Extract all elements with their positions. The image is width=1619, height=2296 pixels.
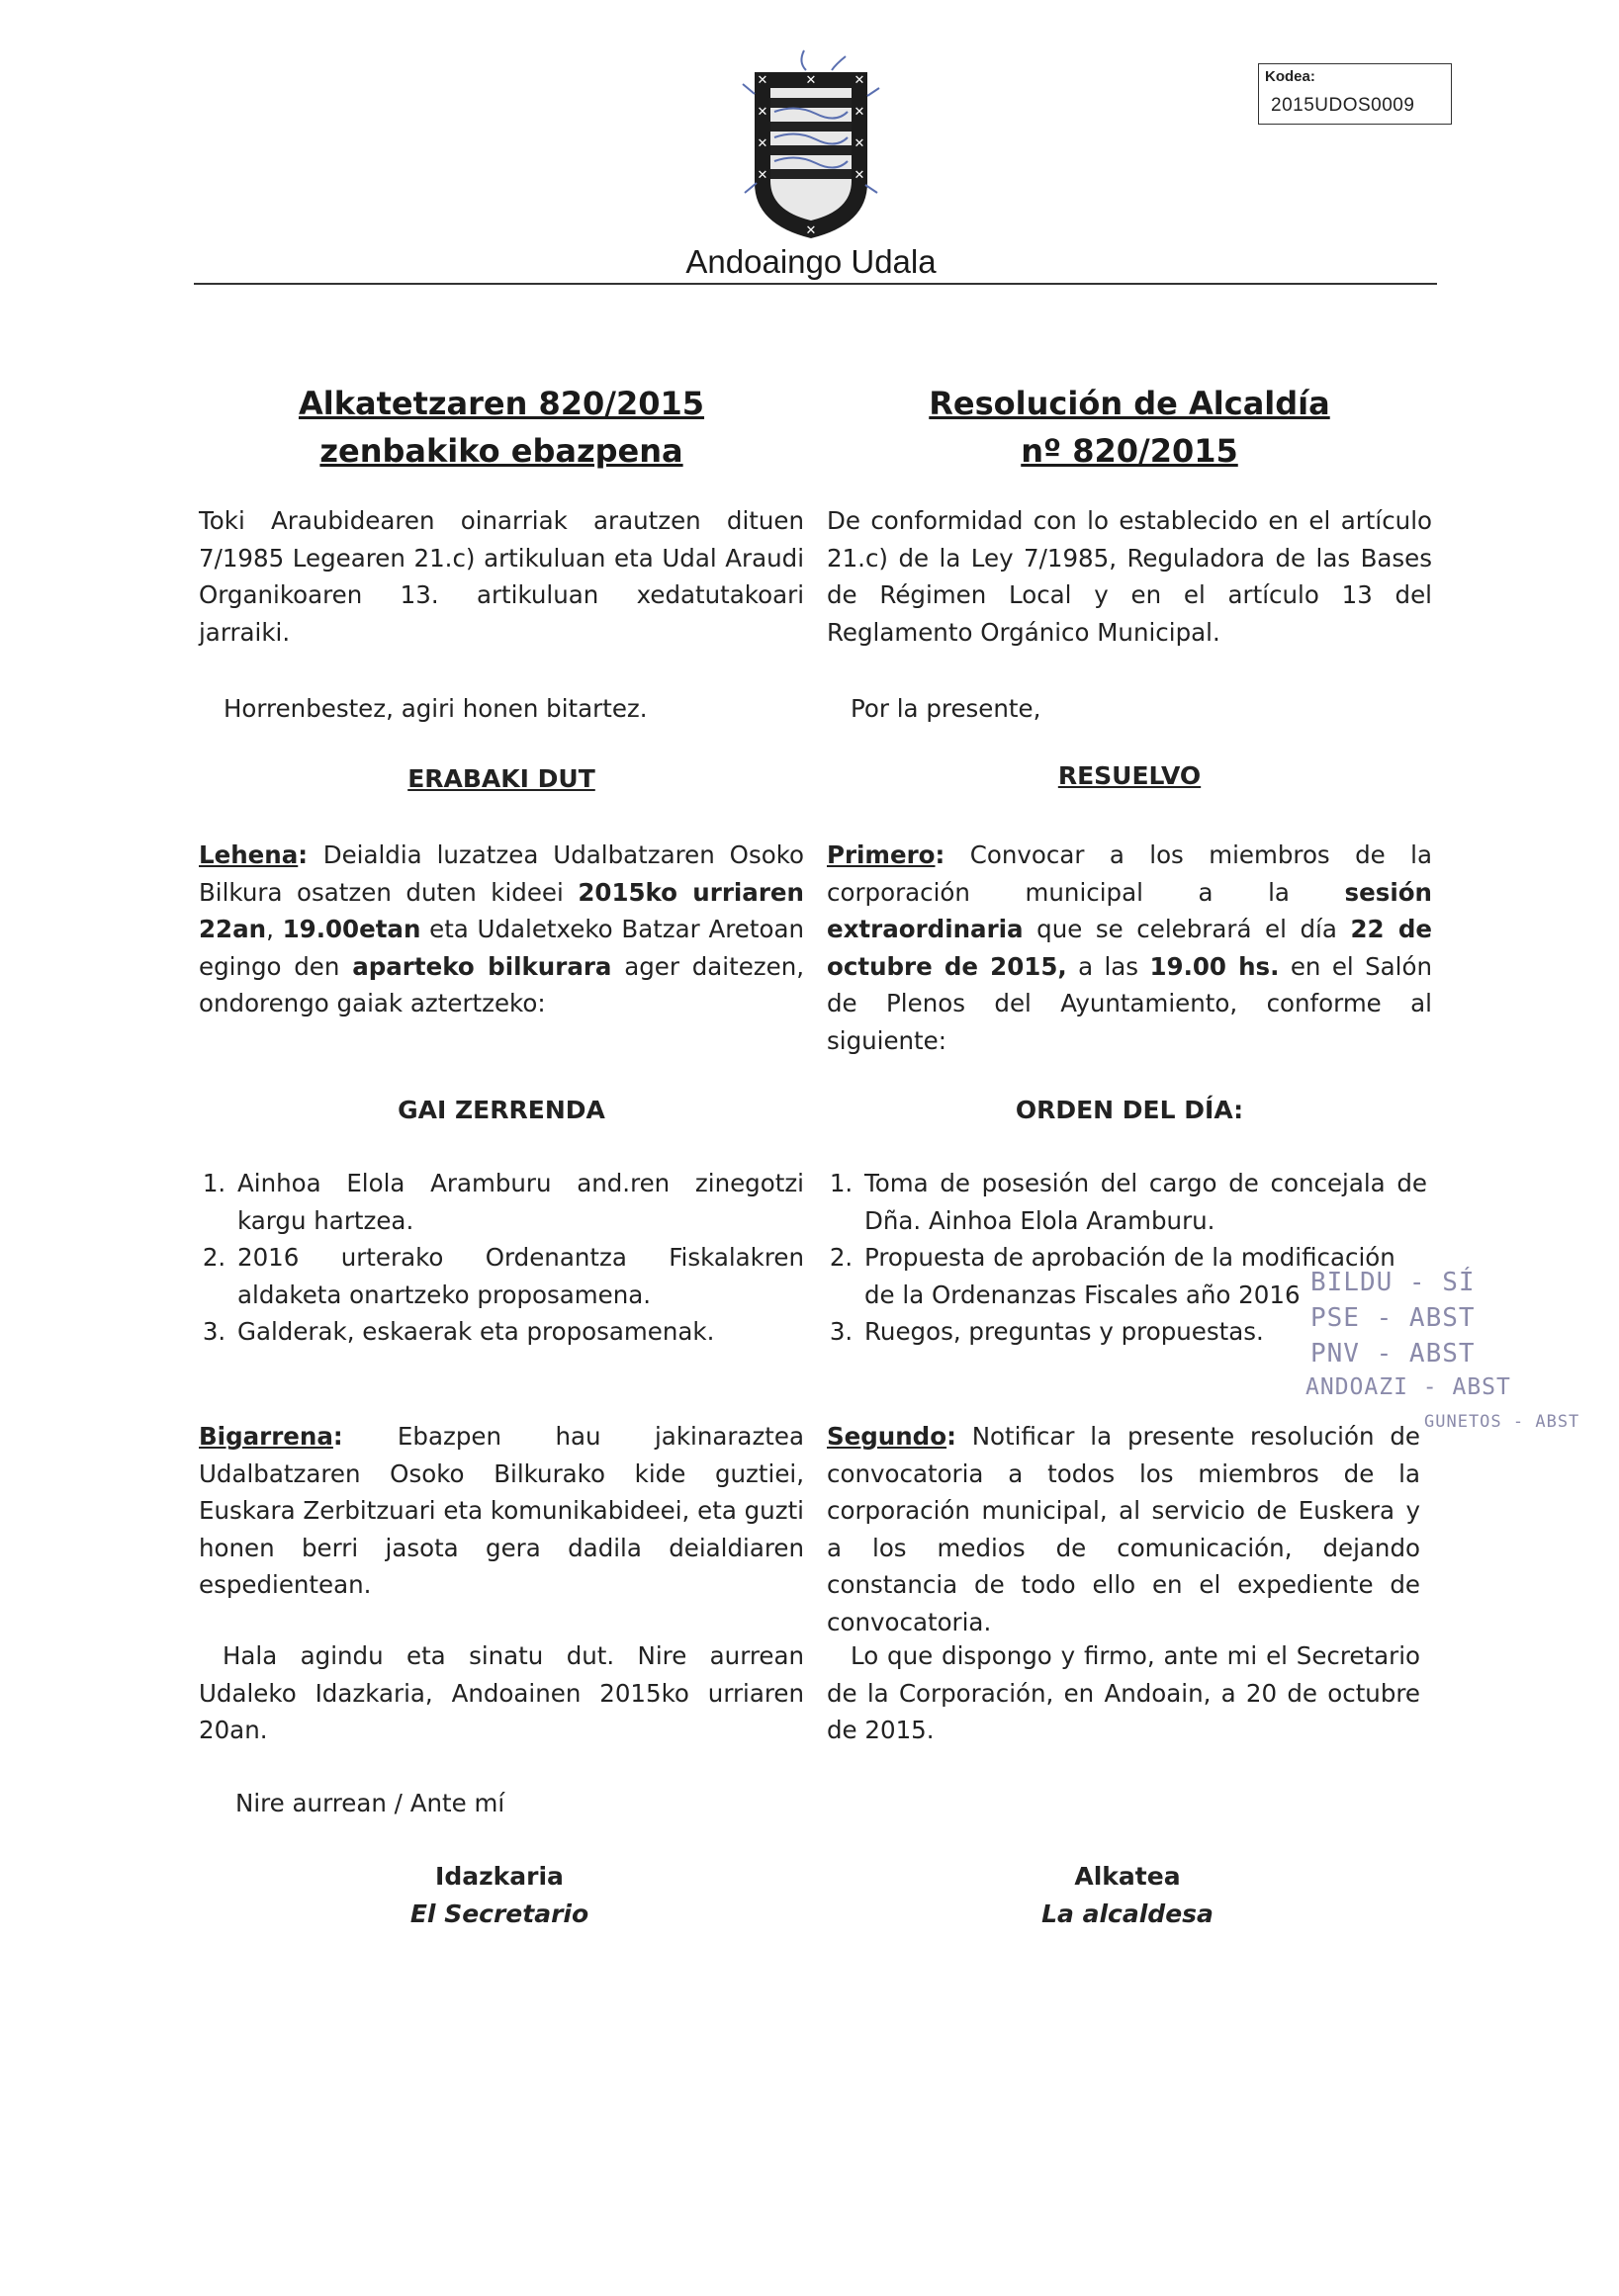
- right-intro: De conformidad con lo establecido en el artículo 21.c) de la Ley 7/1985, Reguladora de las Bases de Régimen Local y en el artículo 13 del Reglamento Orgánico Municipal.: [827, 506, 1432, 647]
- right-decide-heading: RESUELVO: [1057, 761, 1202, 790]
- handwritten-vote-pnv: PNV - ABST: [1310, 1339, 1476, 1369]
- right-presente: Por la presente,: [851, 694, 1041, 723]
- svg-text:✕: ✕: [854, 73, 865, 88]
- left-intro: Toki Araubidearen oinarriak arautzen dituen 7/1985 Legearen 21.c) artikuluan eta Udal Araudi Organikoaren 13. artikuluan xedatutakoari jarraiki.: [199, 506, 804, 647]
- code-value: 2015UDOS0009: [1271, 95, 1415, 116]
- left-first-label: Lehena: [199, 840, 299, 869]
- svg-text:✕: ✕: [805, 73, 817, 88]
- svg-text:✕: ✕: [854, 168, 865, 183]
- handwritten-vote-other: GUNETOS - ABST: [1424, 1412, 1580, 1432]
- mayor-role-es: La alcaldesa: [1041, 1899, 1214, 1928]
- handwritten-vote-pse: PSE - ABST: [1310, 1303, 1476, 1333]
- right-signature-block: [930, 1858, 1325, 1933]
- town-council-name: Andoaingo Udala: [685, 243, 937, 280]
- list-item: 1. Toma de posesión del cargo de concejala de Dña. Ainhoa Elola Aramburu.: [860, 1165, 1427, 1239]
- handwritten-vote-bildu: BILDU - SÍ: [1310, 1268, 1476, 1297]
- secretary-role-es: El Secretario: [409, 1899, 589, 1928]
- left-second-label: Bigarrena: [199, 1422, 333, 1451]
- left-title: [199, 380, 804, 475]
- mayor-role: Alkatea: [1074, 1862, 1181, 1891]
- svg-text:✕: ✕: [805, 223, 817, 238]
- list-item: 2. Propuesta de aprobación de la modificación de la Ordenanzas Fiscales año 2016: [860, 1239, 1427, 1313]
- svg-text:✕: ✕: [757, 168, 768, 183]
- before-me-text: Nire aurrean / Ante mí: [235, 1789, 505, 1817]
- right-second-paragraph: Segundo: Notificar la presente resolución de convocatoria a todos los miembros de la corporación municipal, al servicio de Euskera y a los medios de comunicación, dejando constancia de todo ello en el expediente de convocatoria.: [827, 1422, 1420, 1636]
- svg-text:✕: ✕: [854, 136, 865, 151]
- list-item: 3. Galderak, eskaerak eta proposamenak.: [233, 1313, 804, 1351]
- right-title-line2: nº 820/2015: [1021, 432, 1238, 470]
- svg-text:✕: ✕: [757, 136, 768, 151]
- left-signature-block: [302, 1858, 697, 1933]
- svg-text:✕: ✕: [757, 73, 768, 88]
- document-code-box: [1258, 63, 1452, 125]
- svg-text:✕: ✕: [854, 105, 865, 120]
- right-title-line1: Resolución de Alcaldía: [929, 385, 1330, 422]
- left-first-paragraph: Lehena: Deialdia luzatzea Udalbatzaren Osoko Bilkura osatzen duten kideei 2015ko urriaren 22an, 19.00etan eta Udaletxeko Batzar Aretoan egingo den aparteko bilkurara ager daitezen, ondorengo gaiak aztertzeko:: [199, 840, 805, 1017]
- right-agenda-heading: ORDEN DEL DÍA:: [1015, 1096, 1244, 1124]
- left-decide-heading: ERABAKI DUT: [407, 764, 595, 793]
- right-first-label: Primero: [827, 840, 936, 869]
- left-agenda-heading: GAI ZERRENDA: [398, 1096, 605, 1124]
- left-title-line1: Alkatetzaren 820/2015: [298, 385, 705, 422]
- right-closing: Lo que dispongo y firmo, ante mi el Secretario de la Corporación, en Andoain, a 20 de octubre de 2015.: [827, 1641, 1420, 1744]
- left-second-paragraph: Bigarrena: Ebazpen hau jakinaraztea Udalbatzaren Osoko Bilkurako kide guztiei, Euskara Zerbitzuari eta komunikabideei, eta guzti honen berri jasota gera dadila deialdiaren espedientean.: [199, 1422, 804, 1599]
- right-first-paragraph: Primero: Convocar a los miembros de la corporación municipal a la sesión extraordinaria que se celebrará el día 22 de octubre de 2015, a las 19.00 hs. en el Salón de Plenos del Ayuntamiento, conforme al siguiente:: [827, 840, 1433, 1055]
- list-item: 3. Ruegos, preguntas y propuestas.: [860, 1313, 1427, 1351]
- left-presente: Horrenbestez, agiri honen bitartez.: [224, 694, 648, 723]
- municipal-coat-of-arms-icon: [737, 44, 885, 247]
- handwritten-vote-andoazi: ANDOAZI - ABST: [1305, 1374, 1511, 1400]
- left-agenda-list: [194, 1165, 804, 1351]
- header-divider: [194, 283, 1437, 285]
- secretary-role: Idazkaria: [435, 1862, 564, 1891]
- code-label: Kodea:: [1265, 68, 1315, 85]
- list-item: 2. 2016 urterako Ordenantza Fiskalakren aldaketa onartzeko proposamena.: [233, 1239, 804, 1313]
- right-second-label: Segundo: [827, 1422, 947, 1451]
- left-title-line2: zenbakiko ebazpena: [319, 432, 683, 470]
- svg-text:✕: ✕: [757, 105, 768, 120]
- left-closing: Hala agindu eta sinatu dut. Nire aurrean Udaleko Idazkaria, Andoainen 2015ko urriaren 20an.: [199, 1641, 804, 1744]
- list-item: 1. Ainhoa Elola Aramburu and.ren zinegotzi kargu hartzea.: [233, 1165, 804, 1239]
- right-title: [827, 380, 1432, 475]
